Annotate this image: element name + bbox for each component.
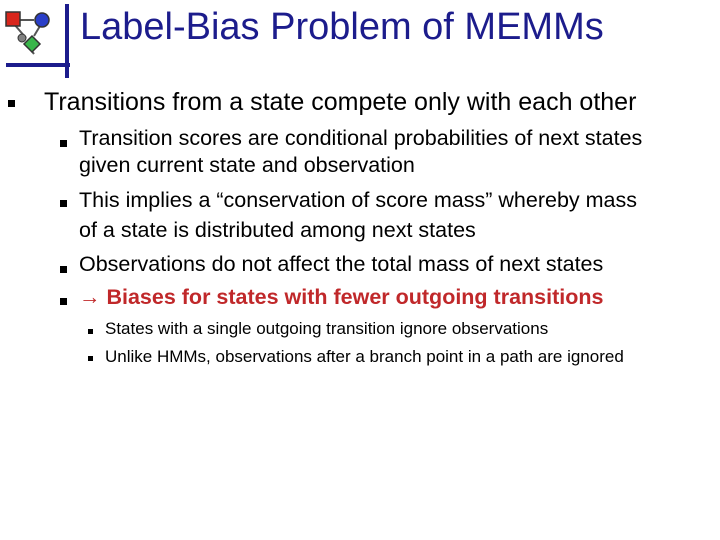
bullet-marker — [8, 100, 15, 107]
slide-logo-icon — [4, 6, 64, 66]
bullet-marker — [88, 329, 93, 334]
right-arrow-icon: → — [79, 285, 101, 309]
bullet-level3-line: Unlike HMMs, observations after a branch point in a path are ignored — [105, 347, 624, 366]
title-horizontal-rule — [6, 63, 70, 67]
bullet-marker — [60, 298, 67, 305]
bullet-level1: Transitions from a state compete only with each other — [44, 88, 637, 116]
bullet-marker — [88, 356, 93, 361]
emphasis-text: Biases for states with fewer outgoing transitions — [100, 285, 604, 309]
bullet-level2-line: of a state is distributed among next states — [79, 218, 476, 242]
bullet-marker — [60, 140, 67, 147]
bullet-level2-line: This implies a “conservation of score mass” whereby mass — [79, 188, 637, 212]
bullet-level2-line: Observations do not affect the total mass of next states — [79, 252, 604, 276]
bullet-level3-line: States with a single outgoing transition ignore observations — [105, 319, 549, 338]
bullet-level2-emphasis — [79, 285, 603, 310]
bullet-level2-line: given current state and observation — [79, 153, 415, 177]
bullet-marker — [60, 200, 67, 207]
bullet-level2-line: Transition scores are conditional probabilities of next states — [79, 126, 643, 150]
bullet-marker — [60, 266, 67, 273]
slide-title: Label-Bias Problem of MEMMs — [80, 6, 604, 48]
